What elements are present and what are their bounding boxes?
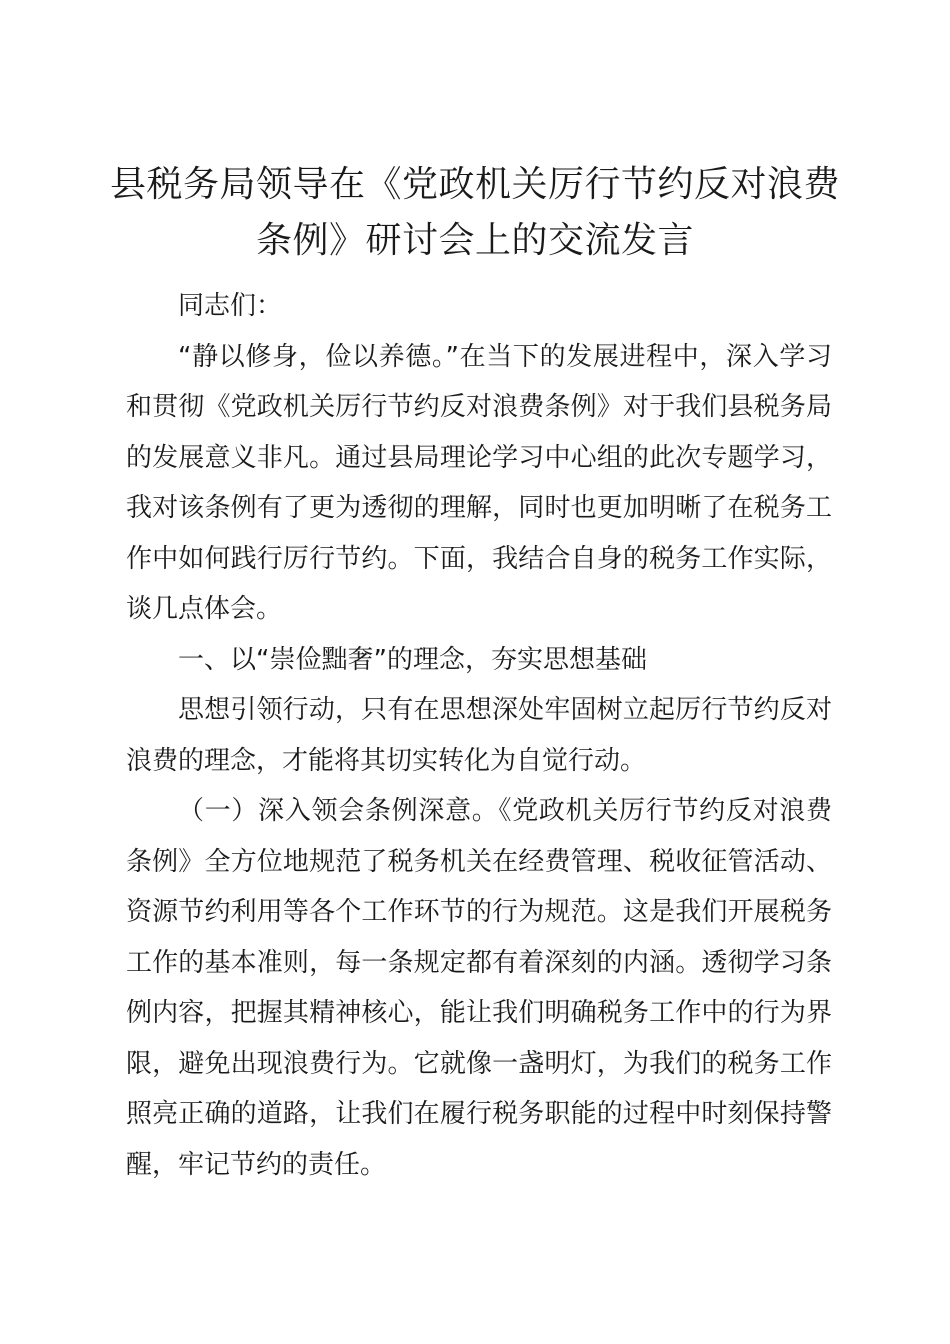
subsection-paragraph: （一）深入领会条例深意。《党政机关厉行节约反对浪费条例》全方位地规范了税务机关在经费管理、税收征管活动、资源节约利用等各个工作环节的行为规范。这是我们开展税务工作的基本准则，每一条规定都有着深刻的内涵。透彻学习条例内容，把握其精神核心，能让我们明确税务工作中的行为界限，避免出现浪费行为。它就像一盏明灯，为我们的税务工作照亮正确的道路，让我们在履行税务职能的过程中时刻保持警醒，牢记节约的责任。 xyxy=(126,796,832,1180)
intro-paragraph: “静以修身，俭以养德。”在当下的发展进程中，深入学习和贯彻《党政机关厉行节约反对浪费条例》对于我们县税务局的发展意义非凡。通过县局理论学习中心组的此次专题学习，我对该条例有了更为透彻的理解，同时也更加明晰了在税务工作中如何践行厉行节约。下面，我结合自身的税务工作实际，谈几点体会。 xyxy=(126,341,832,624)
title-line-1: 县税务局领导在《党政机关厉行节约反对浪费 xyxy=(109,164,840,205)
title-line-2: 条例》研讨会上的交流发言 xyxy=(255,220,694,261)
document-body xyxy=(126,281,832,1190)
section-paragraph: 思想引领行动，只有在思想深处牢固树立起厉行节约反对浪费的理念，才能将其切实转化为自觉行动。 xyxy=(126,695,832,776)
section-heading: 一、以“崇俭黜奢”的理念，夯实思想基础 xyxy=(178,644,647,675)
salutation: 同志们： xyxy=(178,291,283,321)
document-title xyxy=(100,157,850,269)
